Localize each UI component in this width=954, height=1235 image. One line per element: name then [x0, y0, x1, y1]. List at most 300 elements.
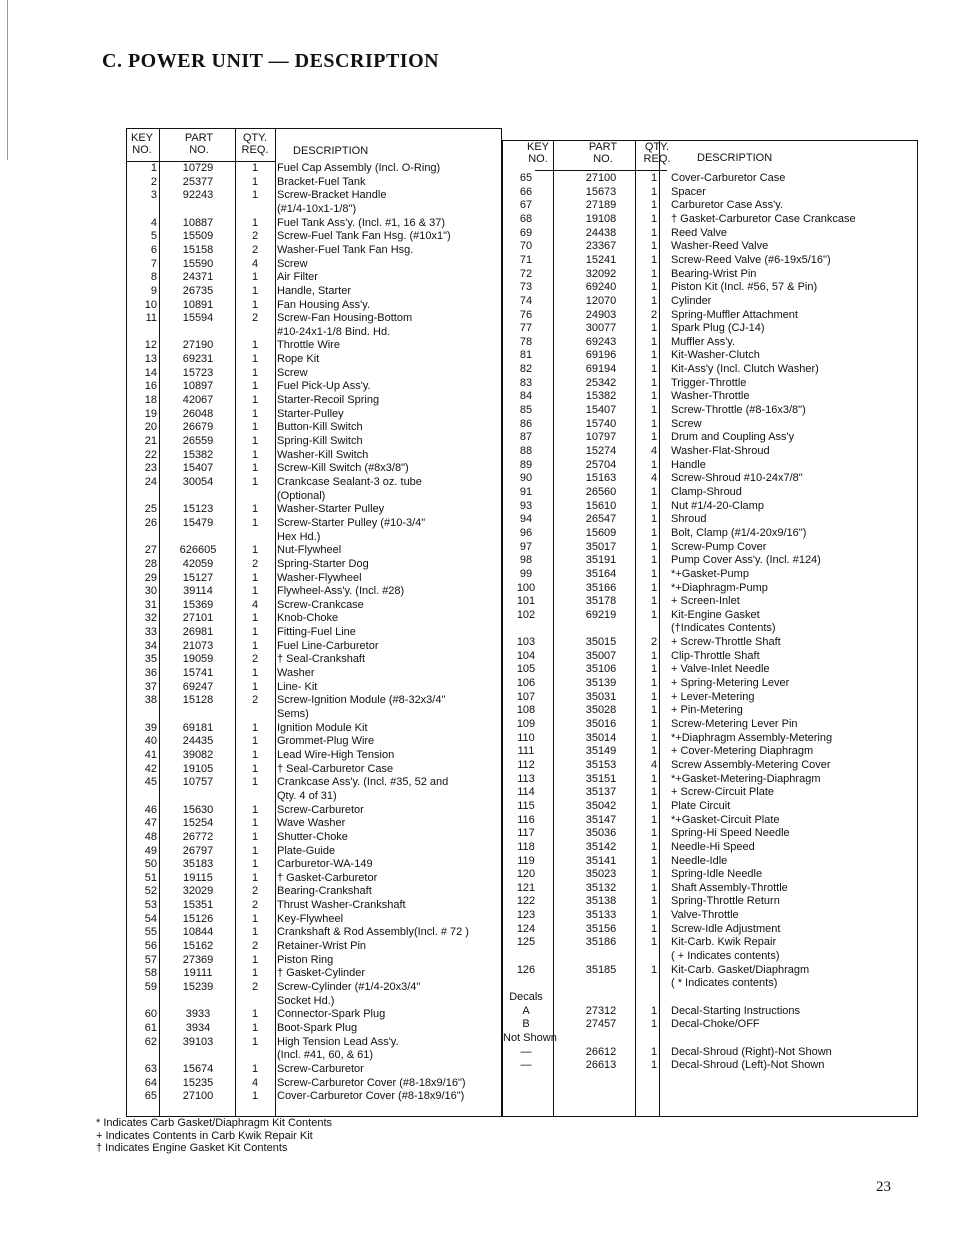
- description-cell: Clamp-Shroud: [671, 485, 742, 498]
- table-row: [127, 804, 501, 818]
- key-cell: 34: [144, 639, 157, 652]
- table-row: [127, 817, 501, 831]
- qty-cell: 1: [251, 1062, 259, 1075]
- qty-cell: 1: [650, 854, 658, 867]
- table-row: [503, 868, 917, 882]
- table-row: [503, 936, 917, 950]
- table-row: [127, 339, 501, 353]
- description-cell: Spring-Throttle Return: [671, 895, 780, 908]
- part-cell: 69181: [182, 721, 214, 734]
- description-cell: Piston Kit (Incl. #56, 57 & Pin): [671, 281, 818, 294]
- table-row: [503, 554, 917, 568]
- table-row: [503, 186, 917, 200]
- description-cell: Line- Kit: [277, 680, 318, 693]
- qty-cell: 1: [251, 394, 259, 407]
- table-row: [127, 858, 501, 872]
- description-cell: Screw-Fan Housing-Bottom: [277, 312, 413, 325]
- table-row: [503, 213, 917, 227]
- table-row: [503, 199, 917, 213]
- part-cell: 32029: [182, 885, 214, 898]
- key-cell: 33: [144, 626, 157, 639]
- qty-cell: 1: [251, 353, 259, 366]
- qty-cell: 1: [650, 199, 658, 212]
- part-cell: 35023: [585, 868, 617, 881]
- table-row: [127, 845, 501, 859]
- key-cell: 88: [519, 445, 533, 457]
- description-cell: Starter-Pulley: [277, 407, 344, 420]
- qty-cell: 1: [251, 366, 259, 379]
- part-cell: 42067: [182, 394, 214, 407]
- key-cell: 67: [519, 199, 533, 212]
- part-cell: 92243: [182, 189, 214, 202]
- qty-cell: 2: [650, 636, 658, 649]
- part-cell: 26797: [182, 844, 214, 857]
- key-cell: 89: [519, 458, 533, 471]
- description-cell: Bearing-Wrist Pin: [671, 267, 757, 280]
- description-cell: + Screw-Throttle Shaft: [671, 636, 781, 649]
- table-row: [127, 176, 501, 190]
- key-cell: 42: [144, 762, 157, 775]
- qty-cell: 1: [251, 571, 259, 584]
- table-row: [503, 923, 917, 937]
- part-cell: 35036: [585, 827, 617, 840]
- description-cell: Washer-Starter Pulley: [277, 503, 385, 516]
- qty-cell: 1: [650, 212, 658, 225]
- table-row: [503, 759, 917, 773]
- part-cell: 15740: [585, 417, 617, 430]
- key-cell: 58: [144, 967, 157, 980]
- part-cell: 35141: [585, 854, 617, 867]
- key-cell: 121: [516, 881, 536, 894]
- key-cell: 102: [516, 608, 536, 621]
- key-cell: 94: [519, 513, 533, 526]
- description-cell: Flywheel-Ass'y. (Incl. #28): [277, 585, 405, 598]
- key-cell: 97: [519, 540, 533, 553]
- part-cell: 35007: [585, 649, 617, 662]
- qty-cell: 1: [650, 786, 658, 799]
- key-cell: 116: [517, 813, 535, 826]
- key-cell: 31: [144, 598, 157, 611]
- description-cell: Decal-Choke/OFF: [671, 1018, 760, 1031]
- key-cell: 35: [144, 653, 157, 666]
- description-cell: Screw-Metering Lever Pin: [671, 718, 798, 730]
- table-row: [503, 636, 917, 650]
- table-row: [127, 203, 501, 217]
- description-cell: Fuel Pick-Up Ass'y.: [277, 380, 371, 393]
- key-cell: 113: [517, 772, 535, 785]
- key-cell: 100: [516, 581, 536, 594]
- key-cell: 10: [144, 298, 157, 311]
- table-row: [503, 663, 917, 677]
- description-cell: Nut-Flywheel: [277, 544, 342, 557]
- qty-cell: 4: [251, 598, 259, 611]
- qty-cell: 1: [251, 626, 259, 639]
- scan-margin-line: [7, 0, 8, 160]
- description-cell: Cover-Carburetor Cover (#8-18x9/16"): [277, 1090, 465, 1103]
- part-cell: 35178: [585, 595, 617, 608]
- qty-cell: 1: [650, 745, 658, 758]
- table-row: [503, 1059, 917, 1073]
- qty-cell: 1: [251, 189, 259, 202]
- key-cell: 111: [517, 745, 535, 758]
- part-cell: 27189: [585, 199, 617, 212]
- qty-cell: 1: [650, 499, 658, 512]
- key-cell: 37: [144, 680, 157, 693]
- qty-cell: 1: [251, 448, 259, 461]
- qty-cell: 1: [251, 475, 259, 488]
- table-row: [503, 882, 917, 896]
- key-cell: 69: [519, 226, 533, 239]
- part-cell: 19115: [183, 871, 213, 884]
- description-cell: Kit-Ass'y (Incl. Clutch Washer): [671, 363, 819, 376]
- description-cell: Muffler Ass'y.: [671, 335, 736, 348]
- description-cell: † Seal-Carburetor Case: [277, 762, 394, 775]
- key-cell: 7: [150, 257, 157, 270]
- table-row: [127, 421, 501, 435]
- description-cell: Screw-Pump Cover: [671, 540, 767, 553]
- qty-cell: 1: [650, 799, 658, 812]
- table-row: [127, 394, 501, 408]
- page-number: 23: [876, 1179, 891, 1195]
- table-row: [503, 773, 917, 787]
- table-row: [503, 240, 917, 254]
- part-cell: 23367: [585, 240, 617, 253]
- table-row: [127, 640, 501, 654]
- qty-cell: 4: [650, 445, 658, 457]
- table-row: [127, 449, 501, 463]
- qty-cell: 4: [251, 1076, 259, 1089]
- table-row: [127, 476, 501, 490]
- part-cell: 10897: [182, 380, 214, 393]
- description-cell: † Gasket-Carburetor Case Crankcase: [671, 212, 856, 225]
- description-cell: Bearing-Crankshaft: [277, 885, 372, 898]
- table-row: [127, 926, 501, 940]
- description-cell: Plate Circuit: [671, 799, 731, 812]
- key-cell: 70: [519, 240, 533, 253]
- qty-cell: 1: [650, 253, 658, 266]
- part-cell: 27457: [585, 1018, 617, 1031]
- table-row: [127, 1022, 501, 1036]
- table-row: [127, 872, 501, 886]
- qty-cell: 1: [251, 639, 259, 652]
- table-row: [503, 309, 917, 323]
- table-row: [503, 377, 917, 391]
- qty-cell: 1: [251, 421, 259, 434]
- key-cell: 13: [144, 353, 157, 366]
- qty-cell: 1: [251, 967, 259, 980]
- table-row: [127, 326, 501, 340]
- part-cell: 27190: [182, 339, 214, 352]
- key-cell: 90: [519, 472, 533, 485]
- description-cell: Washer: [277, 667, 315, 680]
- key-cell: 74: [519, 294, 533, 307]
- legend-item: † Indicates Engine Gasket Kit Contents: [96, 1142, 288, 1154]
- qty-cell: 1: [650, 322, 658, 335]
- part-cell: 15163: [585, 472, 617, 485]
- qty-cell: 1: [650, 554, 658, 567]
- part-cell: 15407: [182, 462, 214, 475]
- description-cell: Lead Wire-High Tension: [277, 748, 395, 761]
- key-cell: 76: [519, 308, 533, 321]
- key-cell: 71: [519, 253, 533, 266]
- qty-cell: 1: [650, 172, 658, 184]
- part-cell: 15630: [182, 803, 214, 816]
- qty-cell: 1: [251, 298, 259, 311]
- table-row: [127, 503, 501, 517]
- part-cell: 35138: [585, 895, 617, 908]
- qty-cell: 1: [650, 404, 658, 417]
- part-cell: 15351: [182, 899, 214, 912]
- qty-cell: 1: [251, 462, 259, 475]
- part-cell: 15674: [182, 1062, 214, 1075]
- part-cell: 10729: [182, 162, 214, 174]
- qty-cell: 1: [650, 922, 658, 935]
- description-cell: Throttle Wire: [277, 339, 340, 352]
- key-cell: 47: [144, 817, 157, 830]
- key-cell: Decals: [509, 991, 543, 1003]
- part-cell: 15254: [182, 817, 214, 830]
- key-cell: 112: [517, 758, 535, 771]
- qty-cell: 2: [251, 940, 259, 953]
- qty-cell: 1: [251, 844, 259, 857]
- key-cell: 59: [144, 981, 157, 993]
- part-cell: 35183: [182, 858, 214, 871]
- description-cell: Washer-Kill Switch: [277, 448, 369, 461]
- description-cell: Washer-Reed Valve: [671, 240, 769, 253]
- key-cell: 81: [519, 349, 533, 362]
- key-cell: 1: [150, 162, 157, 174]
- key-cell: 56: [144, 940, 157, 953]
- description-cell: † Gasket-Carburetor: [277, 871, 378, 884]
- table-row: [127, 258, 501, 272]
- description-cell: Washer-Flat-Shroud: [671, 445, 770, 457]
- part-cell: 21073: [182, 639, 214, 652]
- part-cell: 35191: [585, 554, 617, 567]
- key-cell: 3: [150, 189, 157, 202]
- key-cell: 20: [144, 421, 157, 434]
- qty-cell: 1: [251, 1021, 259, 1034]
- qty-cell: 1: [650, 485, 658, 498]
- part-cell: 15610: [585, 499, 617, 512]
- qty-cell: 2: [251, 230, 259, 243]
- table-row: [503, 909, 917, 923]
- qty-cell: 1: [251, 721, 259, 734]
- part-cell: 32092: [585, 267, 617, 280]
- part-cell: 35015: [585, 636, 617, 649]
- description-cell: † Seal-Crankshaft: [277, 653, 366, 666]
- description-cell: Carburetor Case Ass'y.: [671, 199, 783, 212]
- part-cell: 15162: [182, 940, 214, 953]
- table-row: [503, 991, 917, 1005]
- table-row: [503, 322, 917, 336]
- description-cell: High Tension Lead Ass'y.: [277, 1035, 399, 1048]
- description-cell: Pump Cover Ass'y. (Incl. #124): [671, 554, 821, 567]
- part-cell: 35153: [585, 758, 617, 771]
- qty-cell: 1: [650, 868, 658, 881]
- description-cell: Decal-Starting Instructions: [671, 1004, 800, 1017]
- key-cell: 66: [519, 185, 533, 198]
- table-row: [503, 622, 917, 636]
- table-row: [503, 172, 917, 186]
- part-cell: 35017: [585, 540, 617, 553]
- key-cell: 26: [144, 516, 157, 529]
- table-row: [127, 940, 501, 954]
- qty-cell: 1: [650, 963, 658, 976]
- description-cell: *+Diaphragm-Pump: [671, 581, 768, 594]
- part-cell: 35151: [585, 772, 617, 785]
- table-row: [503, 418, 917, 432]
- header-key: KEY NO.: [526, 141, 549, 165]
- description-cell: Trigger-Throttle: [671, 376, 747, 389]
- key-cell: 126: [516, 963, 536, 976]
- table-row: [503, 404, 917, 418]
- description-cell: *+Diaphragm Assembly-Metering: [671, 731, 833, 744]
- part-cell: 35031: [585, 690, 617, 703]
- key-cell: 103: [516, 636, 536, 649]
- qty-cell: 1: [251, 516, 259, 529]
- key-cell: 14: [144, 366, 157, 379]
- part-cell: 39103: [182, 1035, 214, 1048]
- qty-cell: 2: [251, 899, 259, 912]
- description-cell: Shroud: [671, 513, 707, 526]
- part-cell: 25704: [585, 458, 617, 471]
- table-row: [127, 285, 501, 299]
- table-row: [127, 353, 501, 367]
- table-row: [127, 217, 501, 231]
- description-cell: Screw-Bracket Handle: [277, 189, 387, 202]
- description-cell: *+Gasket-Circuit Plate: [671, 813, 780, 826]
- key-cell: 65: [144, 1090, 157, 1103]
- key-cell: 51: [144, 871, 157, 884]
- part-cell: 19059: [182, 653, 214, 666]
- table-row: [503, 349, 917, 363]
- qty-cell: 1: [650, 608, 658, 621]
- table-row: [503, 295, 917, 309]
- description-cell: Spring-Starter Dog: [277, 557, 369, 570]
- qty-cell: 1: [650, 690, 658, 703]
- key-cell: 73: [519, 281, 533, 294]
- table-row: [127, 694, 501, 708]
- table-row: [127, 544, 501, 558]
- qty-cell: 1: [650, 772, 658, 785]
- part-cell: 26612: [585, 1045, 617, 1058]
- table-row: [127, 490, 501, 504]
- description-cell: *+Gasket-Pump: [671, 567, 749, 580]
- table-row: [503, 1032, 917, 1046]
- description-cell: Carburetor-WA-149: [277, 858, 373, 871]
- key-cell: 30: [144, 585, 157, 598]
- description-cell: + Screen-Inlet: [671, 595, 740, 608]
- key-cell: 82: [519, 363, 533, 376]
- qty-cell: 1: [650, 281, 658, 294]
- part-cell: 15128: [182, 694, 214, 707]
- table-row: [127, 681, 501, 695]
- description-cell: Screw Assembly-Metering Cover: [671, 758, 831, 771]
- part-cell: 10757: [182, 776, 214, 789]
- key-cell: 115: [517, 799, 535, 812]
- key-cell: 123: [516, 909, 536, 922]
- table-row: [127, 1049, 501, 1063]
- key-cell: 62: [144, 1035, 157, 1048]
- table-row: [127, 776, 501, 790]
- description-cell: (Optional): [277, 489, 326, 502]
- part-cell: 27369: [182, 953, 214, 966]
- description-cell: Clip-Throttle Shaft: [671, 649, 760, 662]
- description-cell: Spacer: [671, 185, 706, 198]
- key-cell: 6: [150, 243, 157, 256]
- key-cell: 118: [517, 840, 535, 853]
- part-cell: 26679: [182, 421, 214, 434]
- key-cell: Not Shown: [503, 1031, 557, 1044]
- table-row: [503, 582, 917, 596]
- table-row: [127, 913, 501, 927]
- key-cell: 120: [516, 868, 536, 881]
- qty-cell: 1: [251, 216, 259, 229]
- qty-cell: 1: [251, 858, 259, 871]
- part-cell: 15241: [585, 253, 617, 266]
- part-cell: 35028: [585, 704, 617, 717]
- table-row: [127, 380, 501, 394]
- description-cell: Knob-Choke: [277, 612, 339, 625]
- key-cell: 16: [144, 380, 157, 393]
- description-cell: Drum and Coupling Ass'y: [671, 431, 795, 444]
- qty-cell: 2: [251, 312, 259, 325]
- part-cell: 15382: [182, 448, 214, 461]
- description-cell: Screw-Starter Pulley (#10-3/4": [277, 516, 426, 529]
- table-row: [503, 855, 917, 869]
- header-part: PART NO.: [588, 141, 618, 165]
- description-cell: Starter-Recoil Spring: [277, 394, 380, 407]
- key-cell: 108: [516, 704, 536, 717]
- table-row: [127, 299, 501, 313]
- key-cell: B: [522, 1018, 530, 1031]
- part-cell: 27312: [585, 1004, 617, 1017]
- part-cell: 35137: [585, 786, 617, 799]
- key-cell: 22: [144, 448, 157, 461]
- qty-cell: 1: [251, 284, 259, 297]
- description-cell: Washer-Throttle: [671, 390, 750, 403]
- key-cell: 87: [519, 431, 533, 444]
- part-cell: 26547: [585, 513, 617, 526]
- part-cell: 35166: [585, 581, 617, 594]
- table-row: [503, 745, 917, 759]
- part-cell: 626605: [179, 544, 217, 557]
- key-cell: 53: [144, 899, 157, 912]
- description-cell: Shutter-Choke: [277, 830, 348, 843]
- key-cell: 4: [150, 216, 157, 229]
- description-cell: Crankcase Ass'y. (Incl. #35, 52 and: [277, 776, 449, 789]
- description-cell: Air Filter: [277, 271, 318, 284]
- part-cell: 69231: [182, 353, 214, 366]
- qty-cell: 1: [650, 240, 658, 253]
- key-cell: 63: [144, 1062, 157, 1075]
- qty-cell: 1: [650, 881, 658, 894]
- table-row: [127, 1077, 501, 1091]
- part-cell: 35147: [585, 813, 617, 826]
- description-cell: Screw: [671, 417, 702, 430]
- part-cell: 35156: [585, 922, 617, 935]
- description-cell: Sems): [277, 708, 309, 720]
- part-cell: 27100: [182, 1090, 214, 1103]
- description-cell: Hex Hd.): [277, 530, 321, 543]
- qty-cell: 1: [251, 175, 259, 188]
- qty-cell: 1: [650, 1059, 658, 1072]
- part-cell: 26981: [182, 626, 214, 639]
- table-row: [503, 568, 917, 582]
- table-row: [503, 895, 917, 909]
- table-row: [127, 1090, 501, 1104]
- key-cell: 52: [144, 885, 157, 898]
